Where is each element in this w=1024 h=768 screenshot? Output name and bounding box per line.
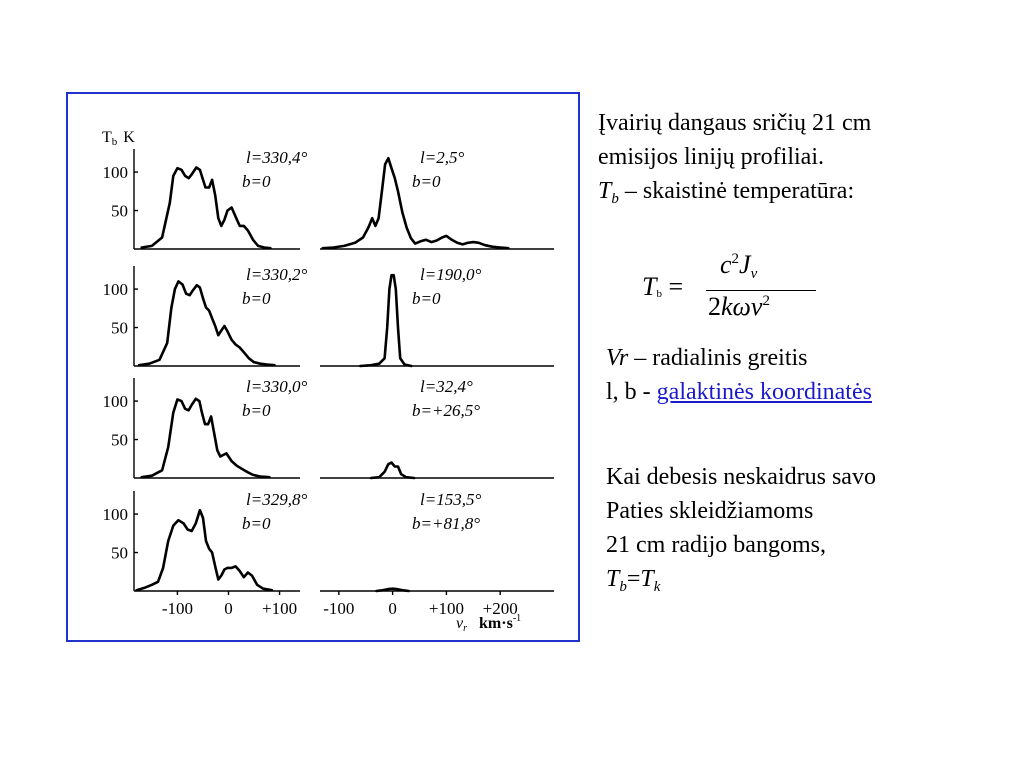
lb-prefix: l, b - xyxy=(606,379,657,405)
longitude-label: l=190,0° xyxy=(420,265,482,284)
tb-definition xyxy=(598,174,1018,208)
tb-subscript: b xyxy=(611,191,619,207)
y-tick-label: 100 xyxy=(102,392,128,412)
latitude-label: b=0 xyxy=(412,172,441,191)
x-tick-label: -100 xyxy=(323,599,355,618)
latitude-label: b=+81,8° xyxy=(412,514,480,533)
x-tick-label: +100 xyxy=(262,599,298,618)
x-tick-label: +200 xyxy=(482,599,518,618)
formula-lhs: Tb = xyxy=(642,272,684,301)
latitude-label: b=+26,5° xyxy=(412,401,480,420)
intro-line-2: emisijos linijų profiliai. xyxy=(598,144,824,170)
lb-definition xyxy=(606,375,1024,409)
x-tick-label: 0 xyxy=(388,599,397,618)
x-tick-label: -100 xyxy=(161,599,194,618)
intro-line-1: Įvairių dangaus sričių 21 cm xyxy=(598,110,872,136)
emission-profiles-figure xyxy=(68,94,578,640)
tb-symbol: T xyxy=(598,178,612,204)
formula-numerator: $c^2J_\nu$ xyxy=(720,250,758,282)
note-line-1: Kai debesis neskaidrus savo xyxy=(606,464,876,490)
brightness-temperature-formula xyxy=(642,248,822,334)
profile-curve xyxy=(371,463,414,478)
longitude-label: l=330,0° xyxy=(246,377,308,396)
longitude-label: l=153,5° xyxy=(420,490,482,509)
formula-denominator: 2kων$^2$ xyxy=(708,292,770,321)
y-tick-label: 50 xyxy=(111,318,128,338)
longitude-label: l=32,4° xyxy=(420,377,473,396)
galactic-coordinates-link[interactable]: galaktinės koordinatės xyxy=(656,379,872,405)
x-axis-title: vr $km\cdot s^{-1}$ xyxy=(456,613,522,634)
longitude-label: l=330,4° xyxy=(246,148,308,167)
vr-description: – radialinis greitis xyxy=(628,345,808,371)
profile-curve xyxy=(360,275,411,366)
y-tick-label: 100 xyxy=(102,505,128,525)
latitude-label: b=0 xyxy=(242,172,271,191)
latitude-label: b=0 xyxy=(242,289,271,308)
vr-symbol: Vr xyxy=(606,345,629,371)
y-tick-label: 100 xyxy=(102,163,128,183)
y-tick-label: 50 xyxy=(111,201,128,221)
longitude-label: l=2,5° xyxy=(420,148,465,167)
note-line-2: Paties skleidžiamoms xyxy=(606,498,814,524)
x-tick-label: +100 xyxy=(428,599,464,618)
y-axis-title: Tb K xyxy=(102,129,135,148)
fraction-bar xyxy=(706,290,816,291)
longitude-label: l=330,2° xyxy=(246,265,308,284)
note-line-3: 21 cm radijo bangoms, xyxy=(606,532,826,558)
description-panel xyxy=(598,106,1018,208)
x-tick-label: 0 xyxy=(224,599,233,618)
latitude-label: b=0 xyxy=(242,514,271,533)
y-tick-label: 50 xyxy=(111,543,128,563)
figure-frame xyxy=(66,92,580,642)
y-tick-label: 50 xyxy=(111,430,128,450)
vr-definition xyxy=(606,341,1024,375)
latitude-label: b=0 xyxy=(242,401,271,420)
latitude-label: b=0 xyxy=(412,289,441,308)
formula-equals: = xyxy=(668,272,684,301)
tb-description: – skaistinė temperatūra: xyxy=(618,178,855,204)
symbols-panel xyxy=(606,341,1024,409)
y-tick-label: 100 xyxy=(102,280,128,300)
longitude-label: l=329,8° xyxy=(246,490,308,509)
tb-equals-tk: $T_b=T_k$ xyxy=(606,566,661,595)
optically-thick-note xyxy=(606,460,1024,596)
